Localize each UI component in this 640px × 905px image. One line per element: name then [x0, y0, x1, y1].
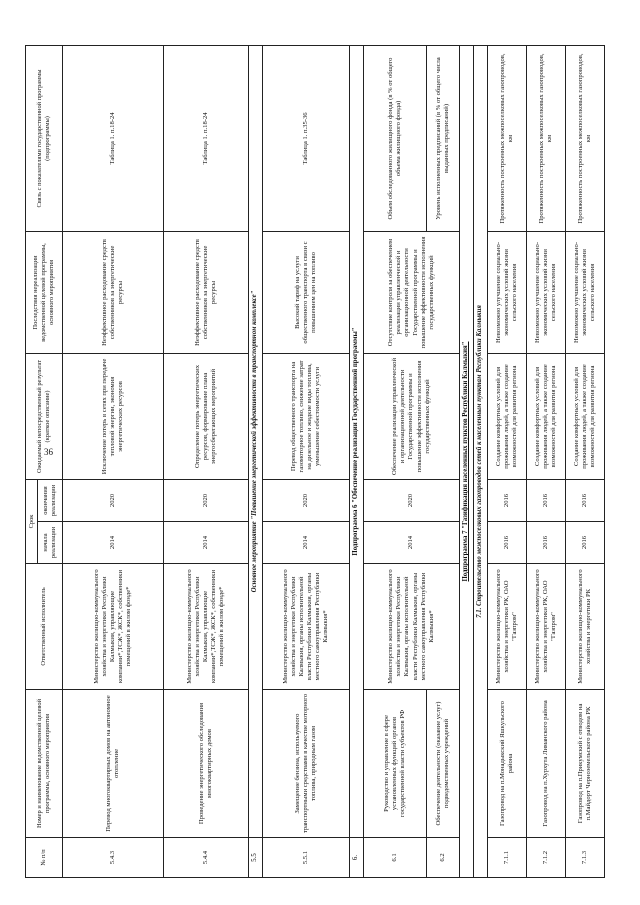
row-result: Создание комфортных условий для проживания людей, а также создание возможностей для развития региона — [566, 353, 605, 479]
row-start: 2016 — [527, 522, 566, 564]
row-link: Таблица 1. п.35-36 — [263, 45, 350, 231]
row-name: Обеспечение деятельности (оказание услуг) подведомственных учреждений — [427, 690, 460, 838]
section-title: Основное мероприятие "Повышение энергетической эффективности в транспортном комплексе" — [249, 45, 263, 837]
row-num: 7.1.1 — [488, 838, 527, 878]
row-link: Протяженность построенных межпоселковых газопроводов, км — [488, 45, 527, 231]
row-consequences: Неэффективное расходование средств собственников за энергетические ресурсы — [164, 231, 249, 353]
row-num: 6.1 — [364, 838, 427, 878]
row-num: 5.4.3 — [63, 838, 164, 878]
row-consequences: Отсутствие контроля за обеспечением реализации управленческой и организационной деятельности Государственной программы и повышение эффективности исполнения государственных функций — [364, 231, 460, 353]
row-result: Создание комфортных условий для проживания людей, а также создание возможностей для развития региона — [527, 353, 566, 479]
row-executor: Министерство жилищно-коммунального хозяйства и энергетики Республики Калмыкия, управляющие компании*,ТСЖ*, ЖСК*, собственники помещений в жилом фонде* — [63, 564, 164, 690]
program-table — [25, 45, 605, 878]
row-end: 2020 — [263, 479, 350, 521]
section-title: Подпрограмма 7 "Газификация населенных пунктов Республики Калмыкия" — [460, 45, 474, 877]
section-title: Подпрограмма 6 "Обеспечение реализации Государственной программы" — [350, 45, 364, 837]
row-result: Определение потерь энергетических ресурсов, формирование плана энергосберегающих мероприятий — [164, 353, 249, 479]
row-start: 2014 — [263, 522, 350, 564]
section-row — [350, 45, 364, 877]
row-result: Исключение потерь в сетях при передаче тепловой энергии, экономия энергетических ресурсов — [63, 353, 164, 479]
section-row — [460, 45, 474, 877]
row-name: Проведение энергетического обследования многоквартирных домов — [164, 690, 249, 838]
row-executor: Министерство жилищно-коммунального хозяйства и энергетики РК, ОАО "Газпром" — [488, 564, 527, 690]
row-executor: Министерство жилищно-коммунального хозяйства и энергетики Республики Калмыкия, органы исполнительной власти Республики Калмыкия, органы местного самоуправления Республики Калмыкия* — [263, 564, 350, 690]
row-executor: Министерство жилищно-коммунального хозяйства и энергетики РК, ОАО "Газпром" — [527, 564, 566, 690]
row-start: 2016 — [566, 522, 605, 564]
header-name: Номер и наименование ведомственной целевой программы, основного мероприятия — [26, 690, 63, 838]
row-name: Замещение бензина, используемого транспортными средствами в качестве моторного топлива, природным газом — [263, 690, 350, 838]
header-num: № п/п — [26, 838, 63, 878]
row-result: Создание комфортных условий для проживания людей, а также создание возможностей для развития региона — [488, 353, 527, 479]
header-result: Ожидаемый непосредственный результат (краткое описание) — [26, 353, 63, 479]
row-start: 2014 — [364, 522, 460, 564]
row-end: 2020 — [63, 479, 164, 521]
row-end: 2016 — [527, 479, 566, 521]
row-end: 2020 — [164, 479, 249, 521]
row-end: 2016 — [488, 479, 527, 521]
row-link: Таблица 1. п.18-24 — [164, 45, 249, 231]
section-num: 6. — [350, 838, 364, 878]
row-consequences: Невозможно улучшение социально-экономических условий жизни сельского населения — [488, 231, 527, 353]
header-term-end: окончания реализации — [38, 479, 63, 521]
header-link: Связь с показателями государственной программы (подпрограммы) — [26, 45, 63, 231]
row-consequences: Неэффективное расходование средств собственников за энергетические ресурсы — [63, 231, 164, 353]
row-consequences: Невозможно улучшение социально-экономических условий жизни сельского населения — [566, 231, 605, 353]
table-row — [63, 45, 164, 877]
row-name: Газопровод на п.Монадыкский Яшкульского района — [488, 690, 527, 838]
row-executor: Министерство жилищно-коммунального хозяйства и энергетики РК — [566, 564, 605, 690]
table-row — [527, 45, 566, 877]
header-term: Срок — [26, 479, 38, 563]
header-consequences: Последствия нереализации ведомственной целевой программы, основного мероприятия — [26, 231, 63, 353]
row-start: 2014 — [164, 522, 249, 564]
header-row — [26, 45, 38, 877]
row-executor: Министерство жилищно-коммунального хозяйства и энергетики Республики Калмыкия, органы исполнительной власти Республики Калмыкия, органы местного самоуправления Республики Калмыкия* — [364, 564, 460, 690]
row-name: Руководство и управление в сфере установленных функций органов государственной власти субъектов РФ — [364, 690, 427, 838]
row-consequences: Высокий тариф на услуги общественного транспорта в связи с повышением цен на топливо — [263, 231, 350, 353]
row-name: Перевод многоквартирных домов на автономное отопление — [63, 690, 164, 838]
row-result: Обеспечение реализации управленческой и организационной деятельности Государственной программы и повышение эффективности исполнения государственных функций — [364, 353, 460, 479]
row-name: Газопровод на п.Хурхута Лиманского района — [527, 690, 566, 838]
row-consequences: Невозможно улучшение социально-экономических условий жизни сельского населения — [527, 231, 566, 353]
row-start: 2016 — [488, 522, 527, 564]
table-row — [164, 45, 249, 877]
table-row — [566, 45, 605, 877]
row-executor: Министерство жилищно-коммунального хозяйства и энергетики Республики Калмыкия, управляющие компании*,ТСЖ*, ЖСК*, собственники помещений в жилом фонде* — [164, 564, 249, 690]
row-end: 2020 — [364, 479, 460, 521]
row-link: Объем обследованного жилищного фонда (в % от общего объема жилищного фонда) — [364, 45, 427, 231]
row-num: 6.2 — [427, 838, 460, 878]
table-row — [488, 45, 527, 877]
header-term-start: начала реализации — [38, 522, 63, 564]
row-num: 7.1.2 — [527, 838, 566, 878]
section-row — [474, 45, 488, 877]
page-number: 36 — [44, 447, 53, 457]
table-row — [263, 45, 350, 877]
header-executor: Ответственный исполнитель — [26, 564, 63, 690]
section-row — [249, 45, 263, 877]
row-num: 5.5.1 — [263, 838, 350, 878]
row-result: Перевод общественного транспорта на газомоторное топливо, снижение затрат на дизельное и жидкие виды топлива, уменьшение себестоимости услуги — [263, 353, 350, 479]
row-end: 2016 — [566, 479, 605, 521]
section-title: 7.1. Строительство межпоселковых газопроводов сетей к населенным пунктам Республики Калмыкия — [474, 45, 488, 877]
row-num: 5.4.4 — [164, 838, 249, 878]
row-num: 7.1.3 — [566, 838, 605, 878]
row-name: Газопровод на п.Прикумский с отводом на п.Майдорт Черноземельского района РК — [566, 690, 605, 838]
rotated-table-sheet — [25, 46, 615, 878]
table-row — [364, 45, 427, 877]
section-num: 5.5 — [249, 838, 263, 878]
row-start: 2014 — [63, 522, 164, 564]
row-link: Уровень исполненных предписаний (в % от общего числа выданных предписаний) — [427, 45, 460, 231]
row-link: Протяженность построенных межпоселковых газопроводов, км — [527, 45, 566, 231]
row-link: Таблица 1. п.18-24 — [63, 45, 164, 231]
row-link: Протяженность построенных межпоселковых газопроводов, км — [566, 45, 605, 231]
